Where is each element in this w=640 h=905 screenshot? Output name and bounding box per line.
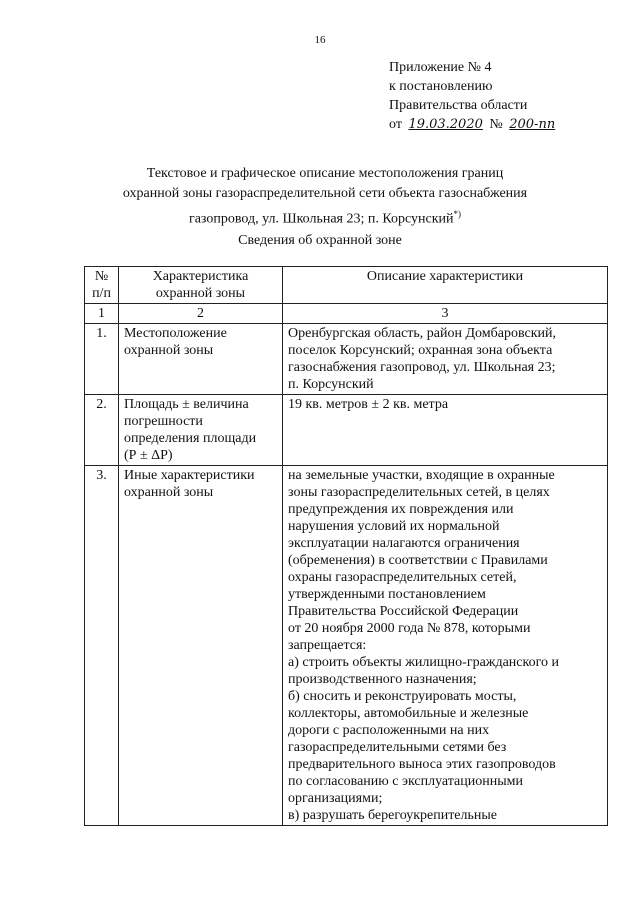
footnote-mark: *) [453, 209, 462, 219]
index-cell: 1 [85, 304, 119, 324]
appendix-line-3: Правительства области [389, 98, 528, 113]
row-description: 19 кв. метров ± 2 кв. метра [283, 395, 608, 466]
table-row [85, 324, 608, 395]
title-line-3: газопровод, ул. Школьная 23; п. Корсунский*) [188, 209, 462, 227]
header-num: № п/п [85, 267, 119, 304]
document-title [60, 164, 590, 230]
row-description: на земельные участки, входящие в охранные зоны газораспределительных сетей, в целях предупреждения их повреждения или нарушения условий их нормальной эксплуатации налагаются ограничения (обременения) в соответствии с Правилами охраны газораспределительных сетей, утвержденными постановлением Правительства Российской Федерации от 20 ноября 2000 года № 878, которыми запрещается: а) строить объекты жилищно-гражданского и производственного назначения; б) сносить и реконструировать мосты, коллекторы, автомобильные и железные дороги с расположенными на них газораспределительными сетями без предварительного выноса этих газопроводов по согласованию с эксплуатационными организациями; в) разрушать берегоукрепительные [283, 466, 608, 826]
index-cell: 3 [283, 304, 608, 324]
title-line-1: Текстовое и графическое описание местоположения границ [146, 166, 504, 181]
from-label: от [389, 117, 402, 132]
appendix-date-line [389, 115, 558, 134]
appendix-line-1: Приложение № 4 [389, 60, 492, 75]
page-number: 16 [314, 34, 326, 46]
header-characteristic: Характеристика охранной зоны [119, 267, 283, 304]
header-description: Описание характеристики [283, 267, 608, 304]
handwritten-date: 19.03.2020 [408, 117, 483, 132]
row-characteristic: Площадь ± величина погрешности определения площади (Р ± ΔР) [119, 395, 283, 466]
table-row [85, 466, 608, 826]
row-description: Оренбургская область, район Домбаровский, поселок Корсунский; охранная зона объекта газоснабжения газопровод, ул. Школьная 23; п. Корсунский [283, 324, 608, 395]
protection-zone-table [84, 266, 608, 826]
row-number: 1. [85, 324, 119, 395]
row-characteristic: Местоположение охранной зоны [119, 324, 283, 395]
appendix-block [389, 58, 558, 134]
row-number: 2. [85, 395, 119, 466]
table-header-row [85, 267, 608, 304]
title-line-2: охранной зоны газораспределительной сети объекта газоснабжения [122, 186, 528, 201]
row-number: 3. [85, 466, 119, 826]
table-row [85, 395, 608, 466]
handwritten-number: 200-пп [509, 117, 556, 132]
row-characteristic: Иные характеристики охранной зоны [119, 466, 283, 826]
index-cell: 2 [119, 304, 283, 324]
number-sign: № [489, 117, 503, 132]
table-index-row [85, 304, 608, 324]
appendix-line-2: к постановлению [389, 79, 493, 94]
section-subtitle: Сведения об охранной зоне [238, 233, 402, 248]
